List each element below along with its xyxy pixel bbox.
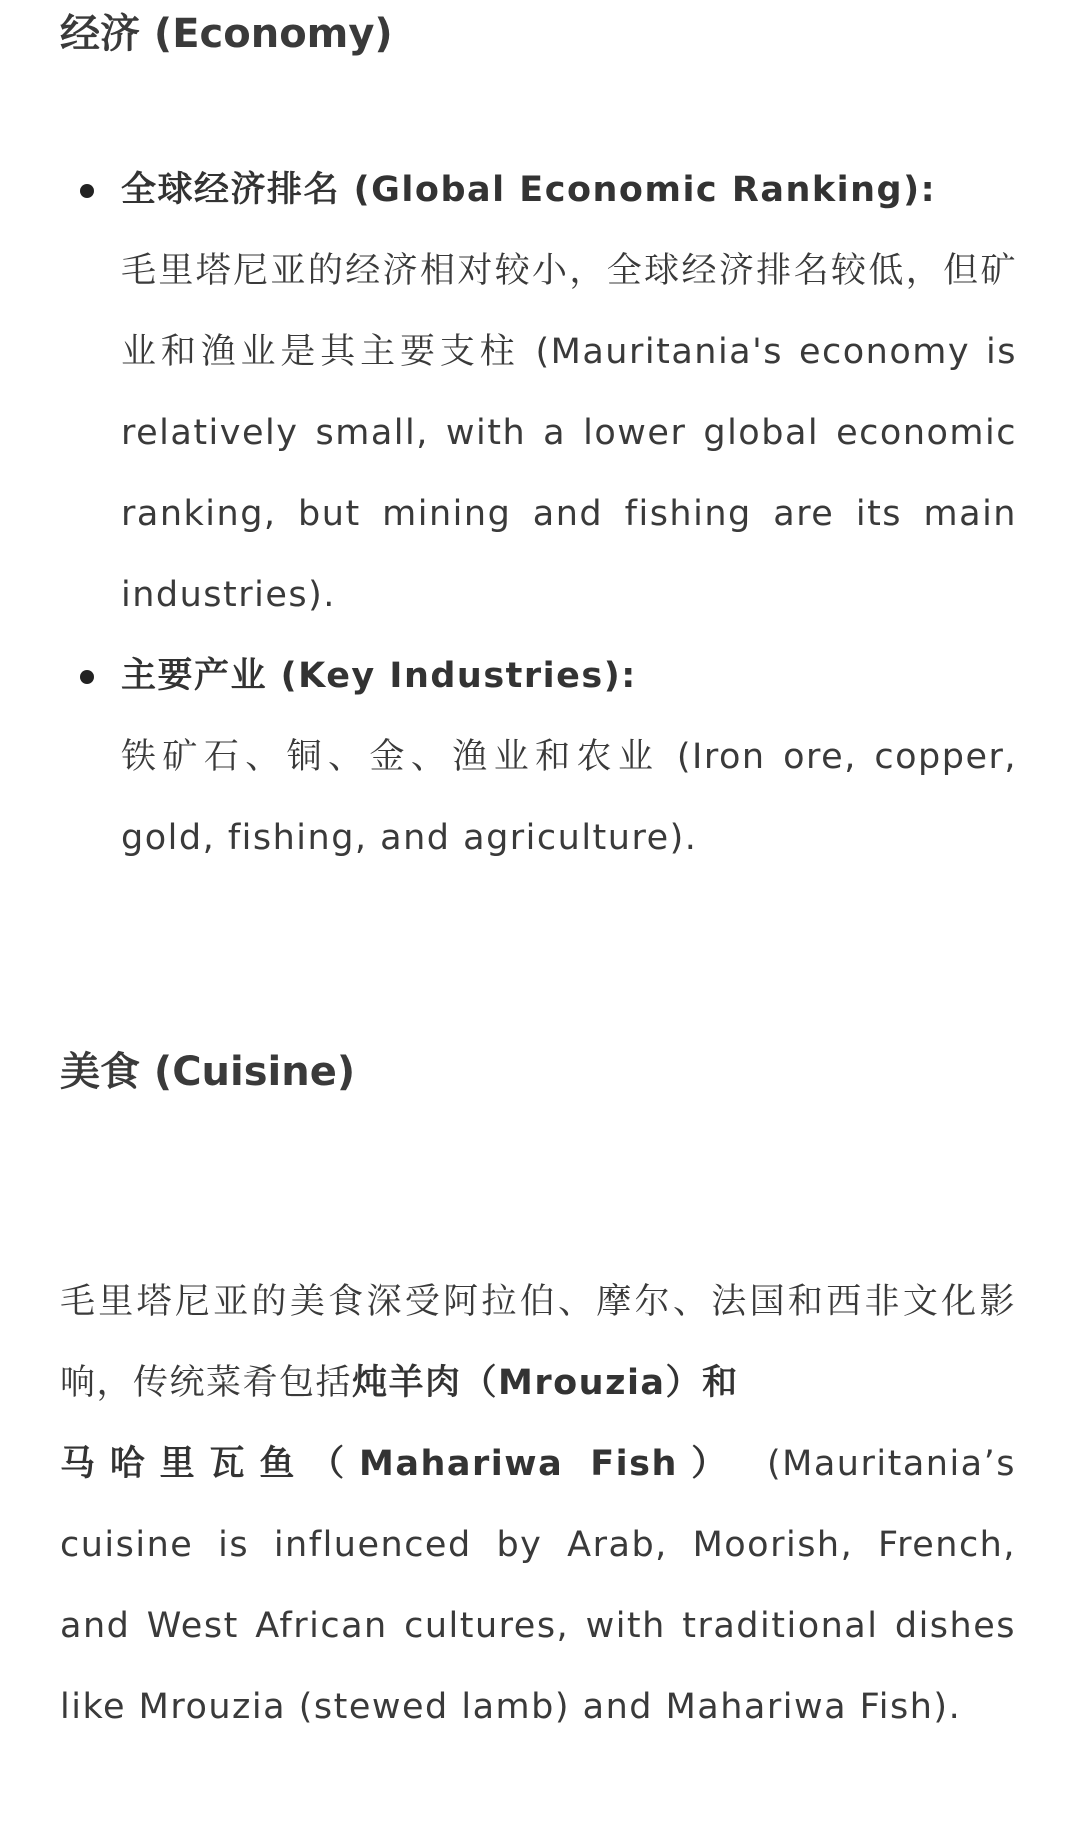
bullet-dot-icon	[80, 184, 94, 198]
dish-mahariwa: 马哈里瓦鱼（Mahariwa Fish）	[60, 1444, 742, 1484]
list-item-key-industries	[121, 636, 1017, 879]
dish-conjunction: 和	[702, 1363, 739, 1403]
bullet-title: 主要产业 (Key Industries):	[121, 656, 637, 696]
bullet-title: 全球经济排名 (Global Economic Ranking):	[121, 170, 937, 210]
bullet-body: 铁矿石、铜、金、渔业和农业 (Iron ore, copper, gold, fishing, and agriculture).	[121, 737, 1017, 858]
cuisine-heading: 美食 (Cuisine)	[60, 1049, 356, 1095]
cuisine-translation-text: (Mauritania’s cuisine is influenced by Arab, Moorish, French, and West African cultures, with traditional dishes like Mrouzia (stewed lamb) and Mahariwa Fish).	[60, 1444, 1016, 1727]
economy-heading: 经济 (Economy)	[60, 11, 393, 57]
list-item-global-ranking	[121, 150, 1017, 636]
cuisine-intro-text: 毛里塔尼亚的美食深受阿拉伯、摩尔、法国和西非文化影响，传统菜肴包括	[60, 1282, 1016, 1403]
bullet-body: 毛里塔尼亚的经济相对较小，全球经济排名较低，但矿业和渔业是其主要支柱 (Mauritania's economy is relatively small, with a lower global economic ranking, but mining and fishing are its main industries).	[121, 251, 1017, 615]
cuisine-paragraph	[60, 1262, 1016, 1748]
dish-mrouzia: 炖羊肉（Mrouzia）	[352, 1363, 703, 1403]
bullet-dot-icon	[80, 670, 94, 684]
economy-bullet-list	[0, 150, 1080, 879]
